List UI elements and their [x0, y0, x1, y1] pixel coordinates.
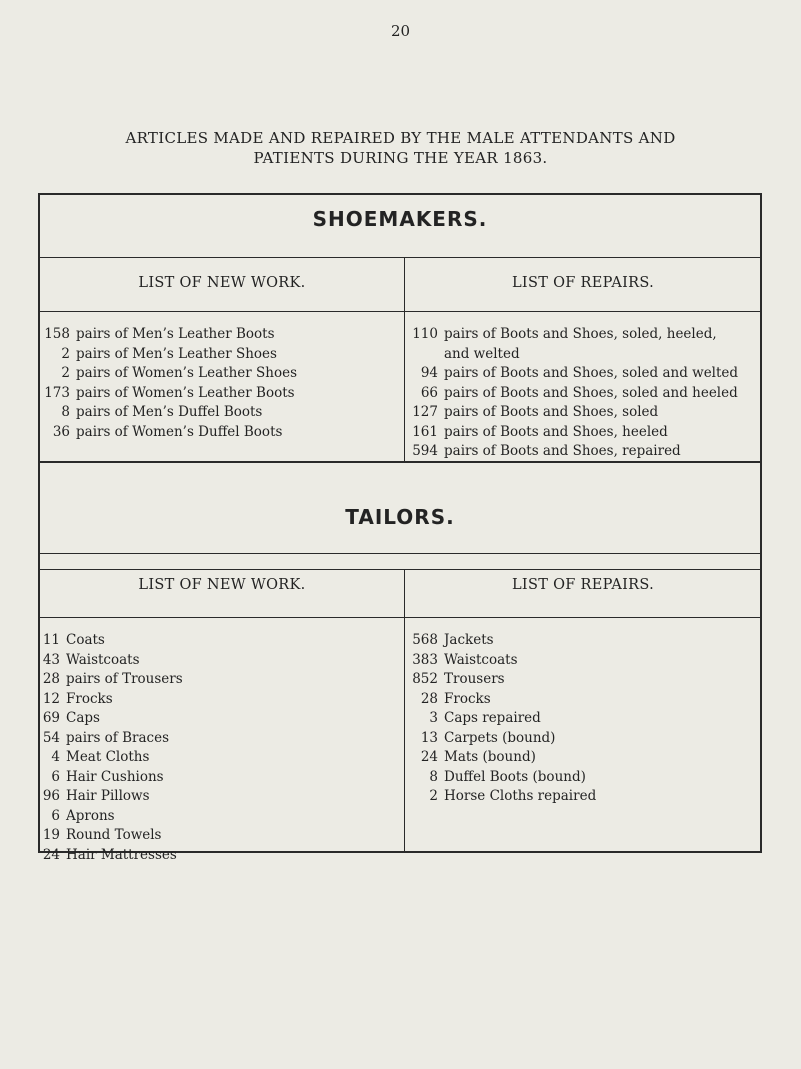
quantity: 110 — [412, 326, 438, 342]
quantity: 2 — [429, 788, 438, 804]
tailors-repairs-header: LIST OF REPAIRS. — [512, 577, 654, 593]
quantity: 43 — [42, 651, 60, 668]
item-text: pairs of Men’s Leather Shoes — [76, 345, 277, 362]
item-text: pairs of Boots and Shoes, soled and welted — [444, 365, 739, 381]
list-item — [42, 364, 402, 384]
item-text: pairs of Trousers — [66, 671, 183, 687]
quantity: 852 — [412, 671, 438, 687]
divider — [40, 569, 760, 570]
list-item — [410, 345, 758, 365]
list-item — [32, 651, 402, 671]
records-table — [38, 193, 762, 863]
item-text: Frocks — [66, 690, 113, 707]
shoemakers-repairs-list — [410, 325, 758, 462]
quantity: 54 — [42, 729, 60, 746]
item-text: Aprons — [66, 807, 115, 824]
quantity: 94 — [420, 365, 438, 381]
list-item — [32, 787, 402, 807]
divider — [40, 311, 760, 312]
item-text: Horse Cloths repaired — [444, 788, 597, 804]
quantity: 173 — [44, 384, 70, 401]
item-text: Trousers — [444, 671, 505, 687]
item-text: pairs of Boots and Shoes, soled, heeled, — [444, 326, 717, 342]
item-text: Hair Pillows — [66, 788, 150, 804]
list-item — [32, 709, 402, 729]
list-item — [410, 384, 758, 404]
divider — [40, 257, 760, 258]
list-item — [32, 729, 402, 749]
item-text: Caps repaired — [444, 710, 541, 726]
quantity — [410, 345, 438, 365]
quantity: 28 — [420, 690, 438, 707]
quantity: 568 — [412, 632, 438, 648]
list-item — [410, 768, 758, 788]
list-item — [32, 807, 402, 827]
quantity: 383 — [412, 651, 438, 668]
list-item — [410, 748, 758, 768]
list-item — [410, 364, 758, 384]
quantity: 24 — [42, 846, 60, 863]
list-item — [410, 690, 758, 710]
item-text: Waistcoats — [444, 651, 518, 668]
item-text: pairs of Women’s Leather Shoes — [76, 365, 298, 381]
list-item — [410, 423, 758, 443]
item-text: Hair Mattresses — [66, 846, 177, 863]
column-divider — [404, 257, 405, 461]
shoemakers-new-work-list — [42, 325, 402, 442]
tailors-new-work-header: LIST OF NEW WORK. — [138, 577, 306, 593]
quantity: 28 — [42, 671, 60, 687]
list-item — [410, 403, 758, 423]
item-text: pairs of Men’s Duffel Boots — [76, 404, 263, 420]
quantity: 96 — [42, 788, 60, 804]
list-item — [32, 826, 402, 846]
divider — [40, 617, 760, 618]
list-item — [410, 670, 758, 690]
quantity: 13 — [420, 729, 438, 746]
heading-line-2: PATIENTS DURING THE YEAR 1863. — [253, 149, 548, 167]
quantity: 6 — [51, 768, 60, 785]
list-item — [32, 670, 402, 690]
tailors-title: TAILORS. — [345, 505, 455, 529]
quantity: 158 — [44, 326, 70, 342]
quantity: 6 — [51, 807, 60, 824]
list-item — [42, 325, 402, 345]
list-item — [42, 345, 402, 365]
list-item — [42, 403, 402, 423]
column-divider — [404, 569, 405, 853]
quantity: 24 — [420, 749, 438, 765]
item-text: pairs of Boots and Shoes, heeled — [444, 423, 668, 440]
heading-line-1: ARTICLES MADE AND REPAIRED BY THE MALE ATTENDANTS AND — [125, 129, 676, 147]
item-text: Hair Cushions — [66, 768, 164, 785]
list-item — [32, 846, 402, 866]
divider — [40, 553, 760, 554]
shoemakers-title: SHOEMAKERS. — [312, 207, 488, 231]
list-item — [410, 442, 758, 462]
item-text: Mats (bound) — [444, 749, 536, 765]
item-text: Jackets — [444, 632, 494, 648]
list-item — [32, 768, 402, 788]
list-item — [32, 690, 402, 710]
document-heading — [40, 128, 761, 168]
list-item — [410, 709, 758, 729]
page-number: 20 — [390, 22, 411, 40]
quantity: 127 — [412, 404, 438, 420]
shoemakers-new-work-header: LIST OF NEW WORK. — [138, 275, 306, 291]
item-text: pairs of Boots and Shoes, soled and heeled — [444, 384, 738, 401]
quantity: 69 — [42, 710, 60, 726]
quantity: 66 — [420, 384, 438, 401]
item-text: pairs of Boots and Shoes, soled — [444, 404, 659, 420]
quantity: 2 — [61, 365, 70, 381]
item-text: Coats — [66, 632, 105, 648]
quantity: 8 — [61, 404, 70, 420]
item-text: Frocks — [444, 690, 491, 707]
shoemakers-repairs-header: LIST OF REPAIRS. — [512, 275, 654, 291]
quantity: 8 — [429, 768, 438, 785]
item-text: Round Towels — [66, 827, 162, 843]
item-text: Waistcoats — [66, 651, 140, 668]
item-text: Meat Cloths — [66, 749, 150, 765]
tailors-repairs-list — [410, 631, 758, 807]
item-text: pairs of Boots and Shoes, repaired — [444, 443, 681, 459]
quantity: 4 — [51, 749, 60, 765]
item-text: pairs of Women’s Duffel Boots — [76, 423, 283, 440]
list-item — [32, 748, 402, 768]
list-item — [32, 631, 402, 651]
tailors-new-work-list — [32, 631, 402, 865]
quantity: 594 — [412, 443, 438, 459]
quantity: 12 — [42, 690, 60, 707]
item-text: pairs of Men’s Leather Boots — [76, 326, 275, 342]
item-text: Caps — [66, 710, 100, 726]
quantity: 161 — [412, 423, 438, 440]
item-text: pairs of Braces — [66, 729, 169, 746]
quantity: 19 — [42, 827, 60, 843]
quantity: 3 — [429, 710, 438, 726]
list-item — [410, 729, 758, 749]
quantity: 36 — [52, 423, 70, 440]
quantity: 2 — [61, 345, 70, 362]
list-item — [410, 787, 758, 807]
item-text: and welted — [444, 345, 520, 362]
list-item — [410, 651, 758, 671]
item-text: Carpets (bound) — [444, 729, 556, 746]
list-item — [410, 325, 758, 345]
item-text: Duffel Boots (bound) — [444, 768, 586, 785]
item-text: pairs of Women’s Leather Boots — [76, 384, 295, 401]
list-item — [42, 423, 402, 443]
list-item — [410, 631, 758, 651]
quantity: 11 — [42, 632, 60, 648]
section-divider — [40, 461, 760, 463]
list-item — [42, 384, 402, 404]
